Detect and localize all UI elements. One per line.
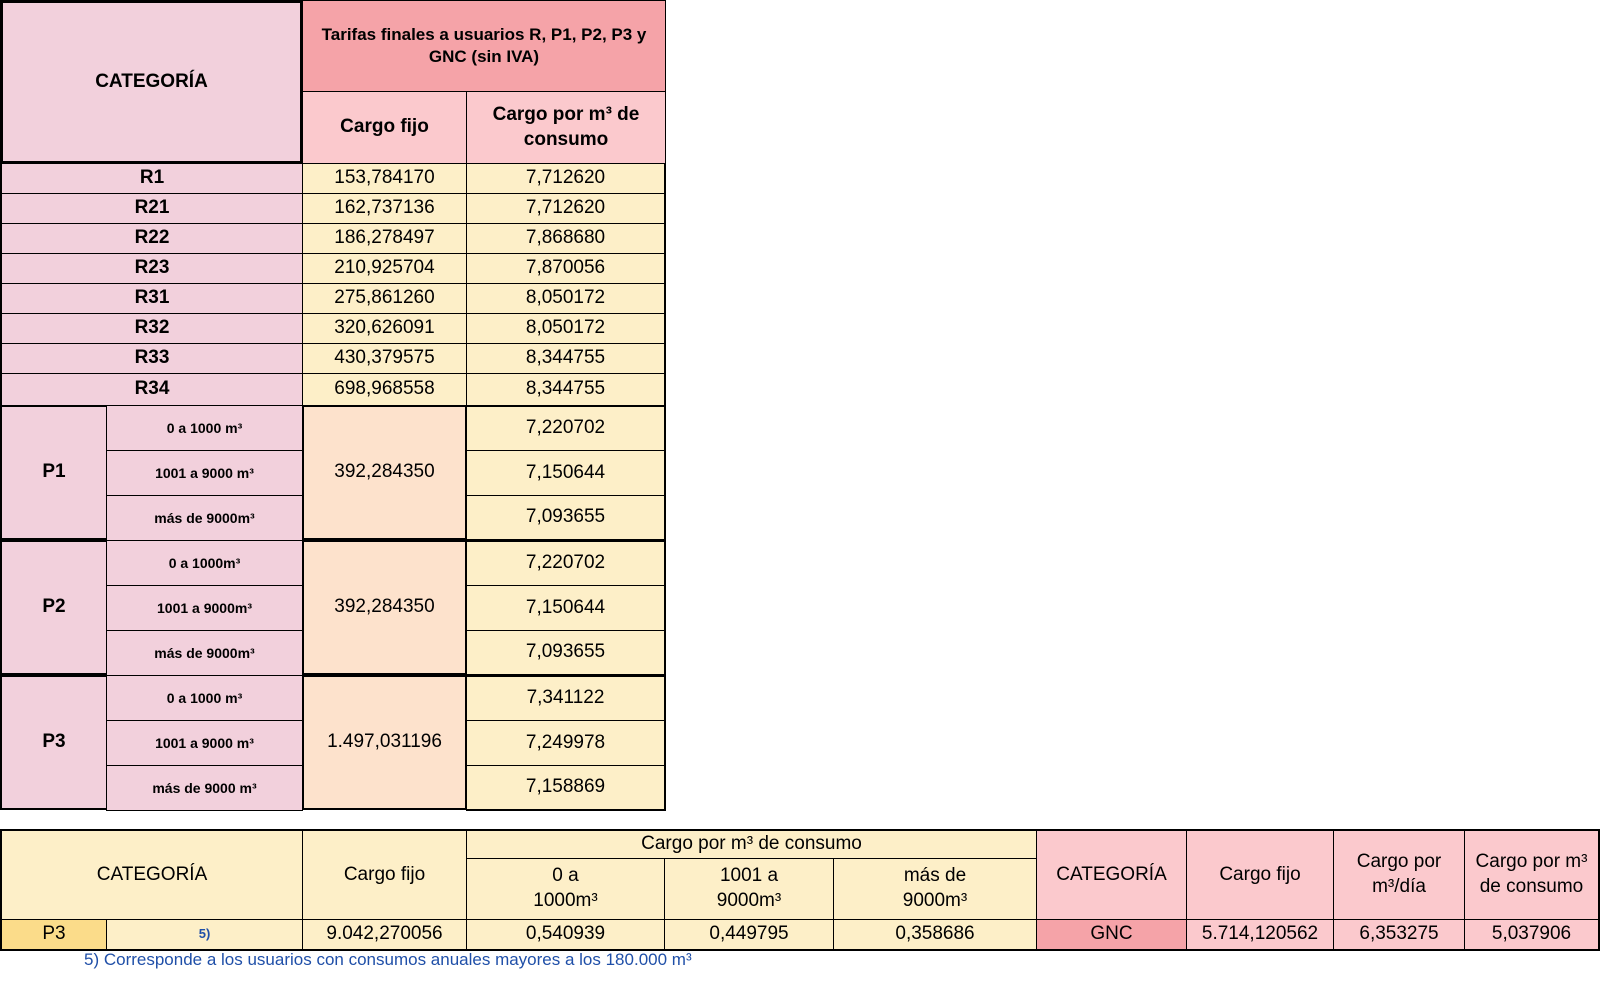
p-range-label-text: 0 a 1000m³ — [168, 554, 241, 571]
r-row-category-label: R34 — [134, 378, 170, 400]
gnc-row-cargo-dia — [1333, 919, 1465, 951]
p-range-label-text: más de 9000 m³ — [152, 779, 257, 796]
p3-row-value-1-label: 0,540939 — [525, 923, 606, 945]
p3-row-value-3-label: 0,358686 — [895, 923, 975, 945]
header-title — [302, 0, 666, 92]
r-row-category-label: R1 — [139, 167, 165, 189]
p-range-label-text: 1001 a 9000 m³ — [155, 464, 254, 481]
p-range-label — [106, 765, 303, 811]
header-cargo-fijo-label: Cargo fijo — [340, 116, 429, 138]
p-range-label-text: 1001 a 9000 m³ — [155, 734, 254, 751]
p3-row-cargo-fijo — [302, 919, 467, 951]
p3-row-value-2 — [664, 919, 834, 951]
p3-row-cargo-fijo-value: 9.042,270056 — [326, 923, 443, 945]
header-category-label: CATEGORÍA — [95, 70, 208, 92]
p-range-value-text: 7,220702 — [525, 552, 606, 574]
r-row-category — [0, 343, 303, 374]
gnc-header-cargo-fijo — [1186, 829, 1334, 920]
gnc-row-cargo-fijo-value: 5.714,120562 — [1201, 923, 1319, 945]
r-row-category — [0, 163, 303, 194]
p3-row-category — [0, 919, 107, 951]
r-row-cargo-m3 — [466, 373, 666, 406]
gnc-header-cargo-m3-label: Cargo por m³ de consumo — [1475, 851, 1588, 897]
r-row-cargo-m3 — [466, 223, 666, 254]
p3-sub-header-3-label: más de 9000m³ — [902, 865, 968, 911]
p-range-value — [466, 765, 666, 811]
p3-row-value-1 — [466, 919, 665, 951]
p3-sub-header-3 — [833, 858, 1037, 920]
p-range-label — [106, 450, 303, 496]
r-row-category-label: R33 — [134, 347, 170, 369]
r-row-cargo-m3 — [466, 313, 666, 344]
p3-header-cargo-fijo — [302, 829, 467, 920]
r-row-category-label: R31 — [134, 287, 170, 309]
p-range-value-text: 7,249978 — [525, 731, 606, 753]
r-row-cargo-m3-label: 8,344755 — [525, 347, 606, 369]
gnc-row-cargo-m3 — [1464, 919, 1600, 951]
p-range-value — [466, 720, 666, 766]
r-row-cargo-m3-label: 7,868680 — [525, 227, 606, 249]
r-row-category — [0, 223, 303, 254]
p3-row-note-ref — [106, 919, 303, 951]
gnc-row-cargo-fijo — [1186, 919, 1334, 951]
r-row-category-label: R22 — [134, 227, 170, 249]
r-row-category — [0, 253, 303, 284]
r-row-category-label: R21 — [134, 197, 170, 219]
p-range-value — [466, 540, 666, 586]
header-category — [0, 0, 303, 164]
r-row-cargo-m3-label: 8,050172 — [525, 317, 606, 339]
r-row-cargo-fijo-label: 186,278497 — [334, 227, 435, 249]
p-range-label — [106, 495, 303, 541]
r-row-cargo-m3-label: 7,870056 — [525, 257, 606, 279]
p-range-value — [466, 495, 666, 541]
r-row-cargo-fijo — [302, 223, 467, 254]
p-range-label — [106, 630, 303, 676]
p3-row-value-3 — [833, 919, 1037, 951]
p-range-value-text: 7,158869 — [525, 776, 606, 798]
p3-sub-header-1 — [466, 858, 665, 920]
gnc-header-cargo-fijo-label: Cargo fijo — [1219, 863, 1301, 885]
r-row-cargo-m3 — [466, 283, 666, 314]
p-range-value — [466, 630, 666, 676]
gnc-header-cargo-dia-label: Cargo por m³/día — [1356, 851, 1442, 897]
p-range-value-text: 7,093655 — [525, 641, 606, 663]
gnc-row-cargo-dia-value: 6,353275 — [1359, 923, 1439, 945]
r-row-cargo-m3 — [466, 163, 666, 194]
r-row-category — [0, 373, 303, 406]
r-row-cargo-fijo-label: 698,968558 — [334, 378, 435, 400]
r-row-cargo-m3-label: 7,712620 — [525, 197, 606, 219]
r-row-cargo-fijo-label: 162,737136 — [334, 197, 435, 219]
r-row-cargo-m3 — [466, 253, 666, 284]
p-range-value-text: 7,150644 — [525, 461, 606, 483]
p-group-cargo-fijo — [302, 675, 467, 810]
p-range-value — [466, 405, 666, 451]
p3-header-cargo-fijo-label: Cargo fijo — [343, 863, 426, 885]
r-row-category-label: R32 — [134, 317, 170, 339]
p-range-value-text: 7,220702 — [525, 417, 606, 439]
p-range-label — [106, 405, 303, 451]
p-group-category — [0, 405, 107, 540]
r-row-cargo-fijo-label: 430,379575 — [334, 347, 435, 369]
p-range-label — [106, 540, 303, 586]
gnc-header-cargo-m3 — [1464, 829, 1600, 920]
r-row-category-label: R23 — [134, 257, 170, 279]
p-group-category-label: P2 — [42, 596, 66, 618]
r-row-cargo-m3-label: 8,050172 — [525, 287, 606, 309]
gnc-row-category-label: GNC — [1090, 923, 1133, 945]
p-range-label — [106, 585, 303, 631]
p-range-label-text: más de 9000m³ — [154, 644, 255, 661]
p3-row-value-2-label: 0,449795 — [709, 923, 789, 945]
r-row-category — [0, 193, 303, 224]
p3-header-cargo-m3 — [466, 829, 1037, 859]
gnc-header-category-label: CATEGORÍA — [1056, 863, 1167, 885]
gnc-row-cargo-m3-value: 5,037906 — [1491, 923, 1572, 945]
p-group-cargo-fijo — [302, 405, 467, 540]
r-row-cargo-m3-label: 8,344755 — [525, 378, 606, 400]
r-row-cargo-fijo-label: 153,784170 — [334, 167, 435, 189]
p-group-category-label: P1 — [42, 461, 66, 483]
p-group-category-label: P3 — [42, 731, 66, 753]
gnc-row-category — [1036, 919, 1187, 951]
r-row-cargo-fijo — [302, 373, 467, 406]
r-row-category — [0, 283, 303, 314]
p-range-value-text: 7,150644 — [525, 596, 606, 618]
r-row-cargo-fijo — [302, 253, 467, 284]
r-row-cargo-fijo — [302, 313, 467, 344]
p-range-label-text: más de 9000m³ — [154, 509, 255, 526]
p-group-cargo-fijo-value: 392,284350 — [334, 461, 435, 483]
r-row-category — [0, 313, 303, 344]
p-range-label — [106, 675, 303, 721]
p-range-label-text: 0 a 1000 m³ — [166, 689, 243, 706]
p3-sub-header-1-label: 0 a 1000m³ — [533, 865, 598, 911]
gnc-header-category — [1036, 829, 1187, 920]
header-cargo-fijo — [302, 91, 467, 164]
p3-header-category — [0, 829, 303, 920]
r-row-cargo-fijo — [302, 163, 467, 194]
p-range-value-text: 7,341122 — [526, 687, 605, 709]
p-range-value — [466, 675, 666, 721]
r-row-cargo-m3-label: 7,712620 — [525, 167, 606, 189]
p-group-cargo-fijo-value: 1.497,031196 — [327, 731, 442, 753]
p-group-cargo-fijo-value: 392,284350 — [334, 596, 435, 618]
gnc-header-cargo-dia — [1333, 829, 1465, 920]
p-range-label — [106, 720, 303, 766]
r-row-cargo-fijo-label: 320,626091 — [334, 317, 435, 339]
p-range-value — [466, 450, 666, 496]
header-cargo-m3 — [466, 91, 666, 164]
p3-header-cargo-m3-label: Cargo por m³ de consumo — [641, 833, 862, 855]
p-range-value — [466, 585, 666, 631]
p3-row-category-label: P3 — [42, 923, 66, 945]
p-range-value-text: 7,093655 — [525, 506, 606, 528]
p-group-category — [0, 540, 107, 675]
r-row-cargo-m3 — [466, 343, 666, 374]
p3-sub-header-2-label: 1001 a 9000m³ — [716, 865, 782, 911]
p3-row-note-ref-label: 5) — [198, 926, 211, 942]
p3-sub-header-2 — [664, 858, 834, 920]
p-range-label-text: 0 a 1000 m³ — [166, 419, 243, 436]
r-row-cargo-fijo — [302, 283, 467, 314]
footnote: 5) Corresponde a los usuarios con consumos anuales mayores a los 180.000 m³ — [84, 950, 692, 969]
r-row-cargo-fijo — [302, 343, 467, 374]
r-row-cargo-fijo — [302, 193, 467, 224]
p-group-cargo-fijo — [302, 540, 467, 675]
p-group-category — [0, 675, 107, 810]
r-row-cargo-fijo-label: 275,861260 — [334, 287, 435, 309]
r-row-cargo-m3 — [466, 193, 666, 224]
p-range-label-text: 1001 a 9000m³ — [157, 599, 252, 616]
header-cargo-m3-label: Cargo por m³ de consumo — [492, 103, 640, 150]
r-row-cargo-fijo-label: 210,925704 — [334, 257, 435, 279]
p3-header-category-label: CATEGORÍA — [96, 863, 208, 885]
header-title-label: Tarifas finales a usuarios R, P1, P2, P3 y GNC (sin IVA) — [321, 24, 647, 66]
